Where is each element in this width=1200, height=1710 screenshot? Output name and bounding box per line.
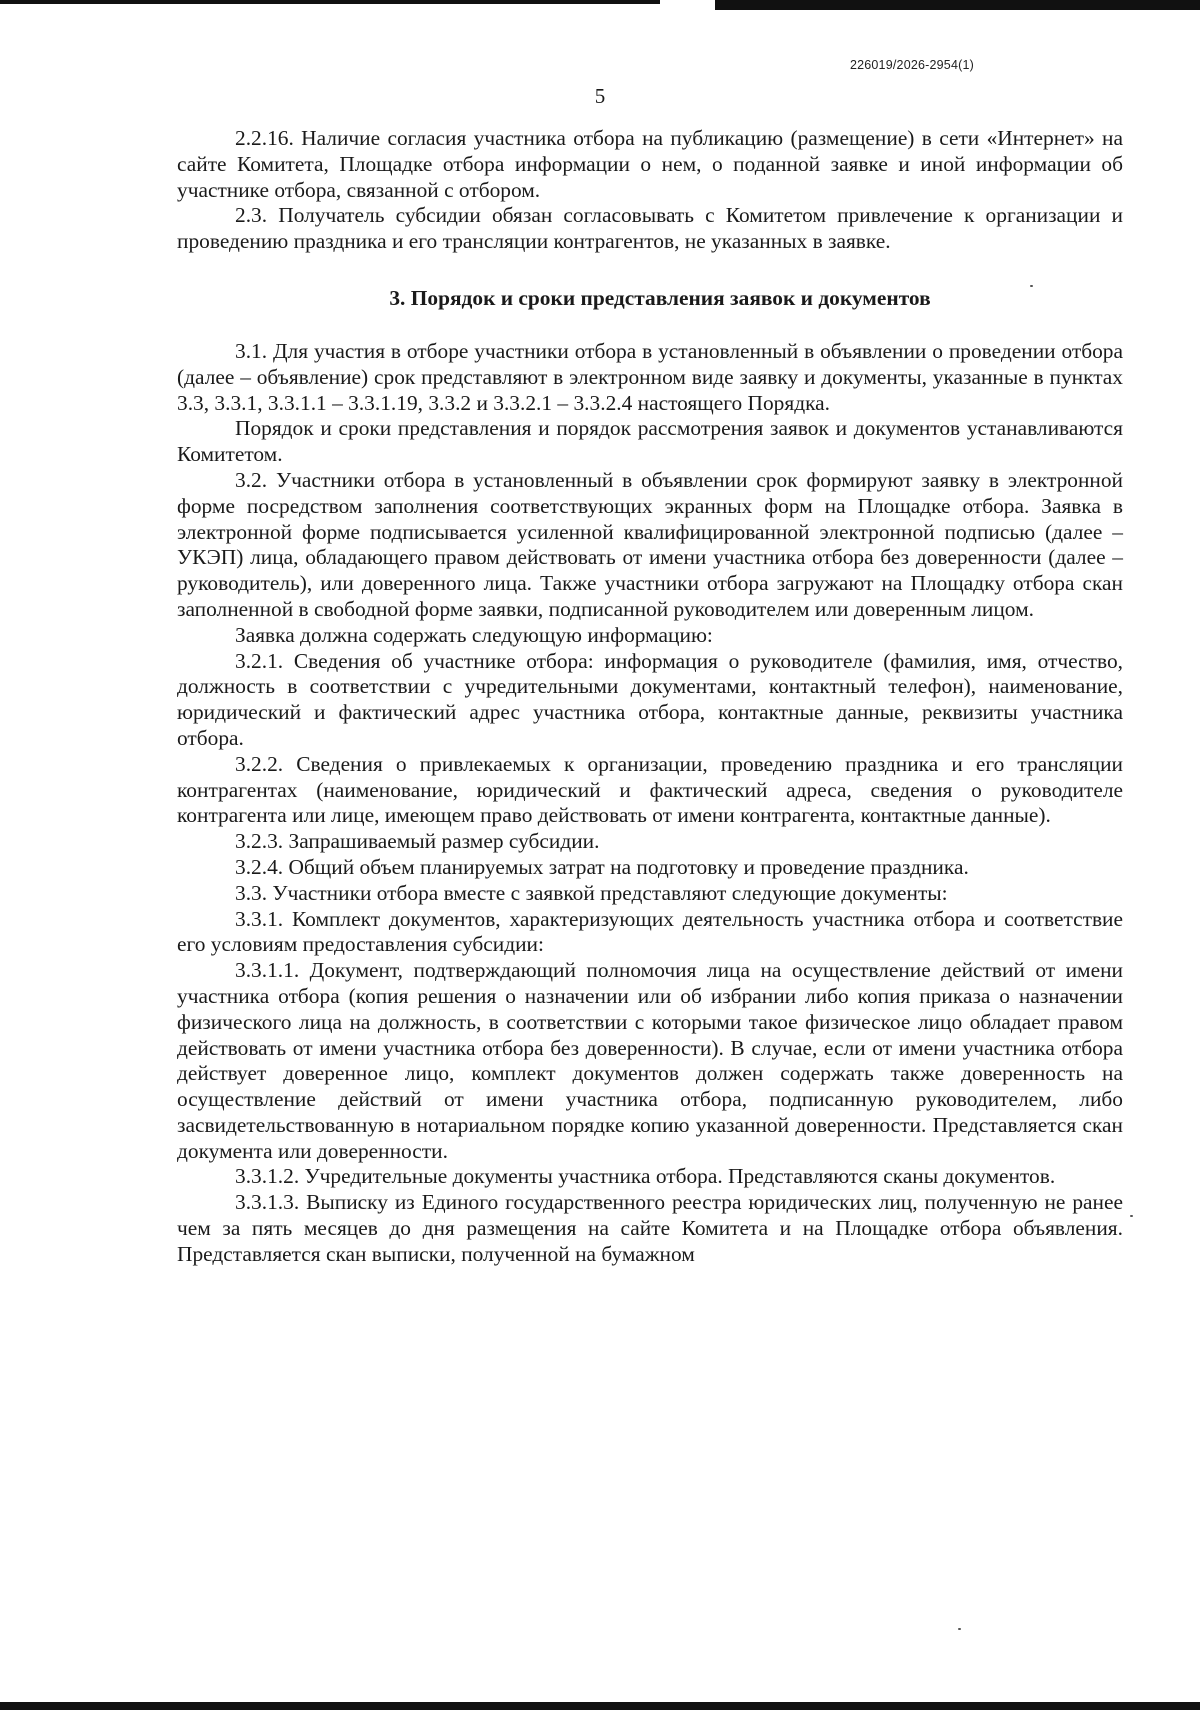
scan-speck — [958, 1628, 961, 1630]
paragraph-3-3-1: 3.3.1. Комплект документов, характеризующих деятельность участника отбора и соответствие его условиям предоставления субсидии: — [177, 906, 1123, 957]
paragraph-3-1: 3.1. Для участия в отборе участники отбора в установленный в объявлении о проведении отбора (далее – объявление) срок представляют в электронном виде заявку и документы, указанные в пунктах 3.3, 3.3.1, 3.3.1.1 – 3.3.1.19, 3.3.2 и 3.3.2.1 – 3.3.2.4 настоящего Порядка. — [177, 338, 1123, 415]
paragraph-3-3-1-2: 3.3.1.2. Учредительные документы участника отбора. Представляются сканы документов. — [235, 1164, 1056, 1189]
paragraph-3-3-1-1: 3.3.1.1. Документ, подтверждающий полномочия лица на осуществление действий от имени участника отбора (копия решения о назначении или об избрании либо копия приказа о назначении физического лица на должность, в соответствии с которыми такое физическое лицо обладает правом действовать от имени участника отбора без доверенности). В случае, если от имени участника отбора действует доверенное лицо, комплект документов должен содержать также доверенность на осуществление действий от имени участника отбора, подписанную руководителем, либо засвидетельствованную в нотариальном порядке копию указанной доверенности. Представляется скан документа или доверенности. — [177, 958, 1123, 1163]
paragraph-3-3-1-3: 3.3.1.3. Выписку из Единого государственного реестра юридических лиц, полученную не ранее чем за пять месяцев до дня размещения на сайте Комитета и на Площадке отбора объявления. Представляется скан выписки, полученной на бумажном — [177, 1190, 1123, 1266]
paragraph-2-2-16: 2.2.16. Наличие согласия участника отбора на публикацию (размещение) в сети «Интернет» на сайте Комитета, Площадке отбора информации о нем, о поданной заявке и иной информации об участнике отбора, связанной с отбором. — [177, 126, 1123, 202]
scan-speck — [1030, 285, 1033, 287]
paragraph-3-2-2: 3.2.2. Сведения о привлекаемых к организации, проведению праздника и его трансляции контрагентах (наименование, юридический и фактический адреса, сведения о руководителе контрагента или лице, имеющем право действовать от имени контрагента, контактные данные). — [177, 751, 1123, 828]
page-number: 5 — [594, 84, 606, 108]
paragraph-3-2-1: 3.2.1. Сведения об участнике отбора: информация о руководителе (фамилия, имя, отчество, должность в соответствии с учредительными документами, контактный телефон), наименование, юридический и фактический адрес участника отбора, контактные данные, реквизиты участника отбора. — [177, 648, 1123, 750]
paragraph-3-2: 3.2. Участники отбора в установленный в объявлении срок формируют заявку в электронной форме посредством заполнения соответствующих экранных форм на Площадке отбора. Заявка в электронной форме подписывается усиленной квалифицированной электронной подписью (далее – УКЭП) лица, обладающего правом действовать от имени участника отбора без доверенности (далее – руководитель), или доверенного лица. Также участники отбора загружают на Площадку отбора скан заполненной в свободной форме заявки, подписанной руководителем или доверенным лицом. — [177, 467, 1123, 621]
scan-edge-bottom — [0, 1702, 1200, 1710]
paragraph-order-and-terms: Порядок и сроки представления и порядок рассмотрения заявок и документов устанавливаются Комитетом. — [177, 416, 1123, 467]
scan-edge-top-right — [715, 0, 1200, 10]
paragraph-3-2-3: 3.2.3. Запрашиваемый размер субсидии. — [235, 829, 600, 854]
scan-speck — [1130, 1215, 1133, 1217]
paragraph-3-3: 3.3. Участники отбора вместе с заявкой представляют следующие документы: — [235, 880, 948, 905]
document-registration-number: 226019/2026-2954(1) — [849, 58, 974, 72]
section-3-heading: 3. Порядок и сроки представления заявок и документов — [389, 285, 931, 310]
paragraph-application-info: Заявка должна содержать следующую информацию: — [235, 622, 713, 647]
scan-edge-top-left — [0, 0, 660, 4]
paragraph-2-3: 2.3. Получатель субсидии обязан согласовывать с Комитетом привлечение к организации и проведению праздника и его трансляции контрагентов, не указанных в заявке. — [177, 203, 1123, 254]
paragraph-3-2-4: 3.2.4. Общий объем планируемых затрат на подготовку и проведение праздника. — [235, 854, 969, 879]
document-body — [177, 126, 1123, 1268]
